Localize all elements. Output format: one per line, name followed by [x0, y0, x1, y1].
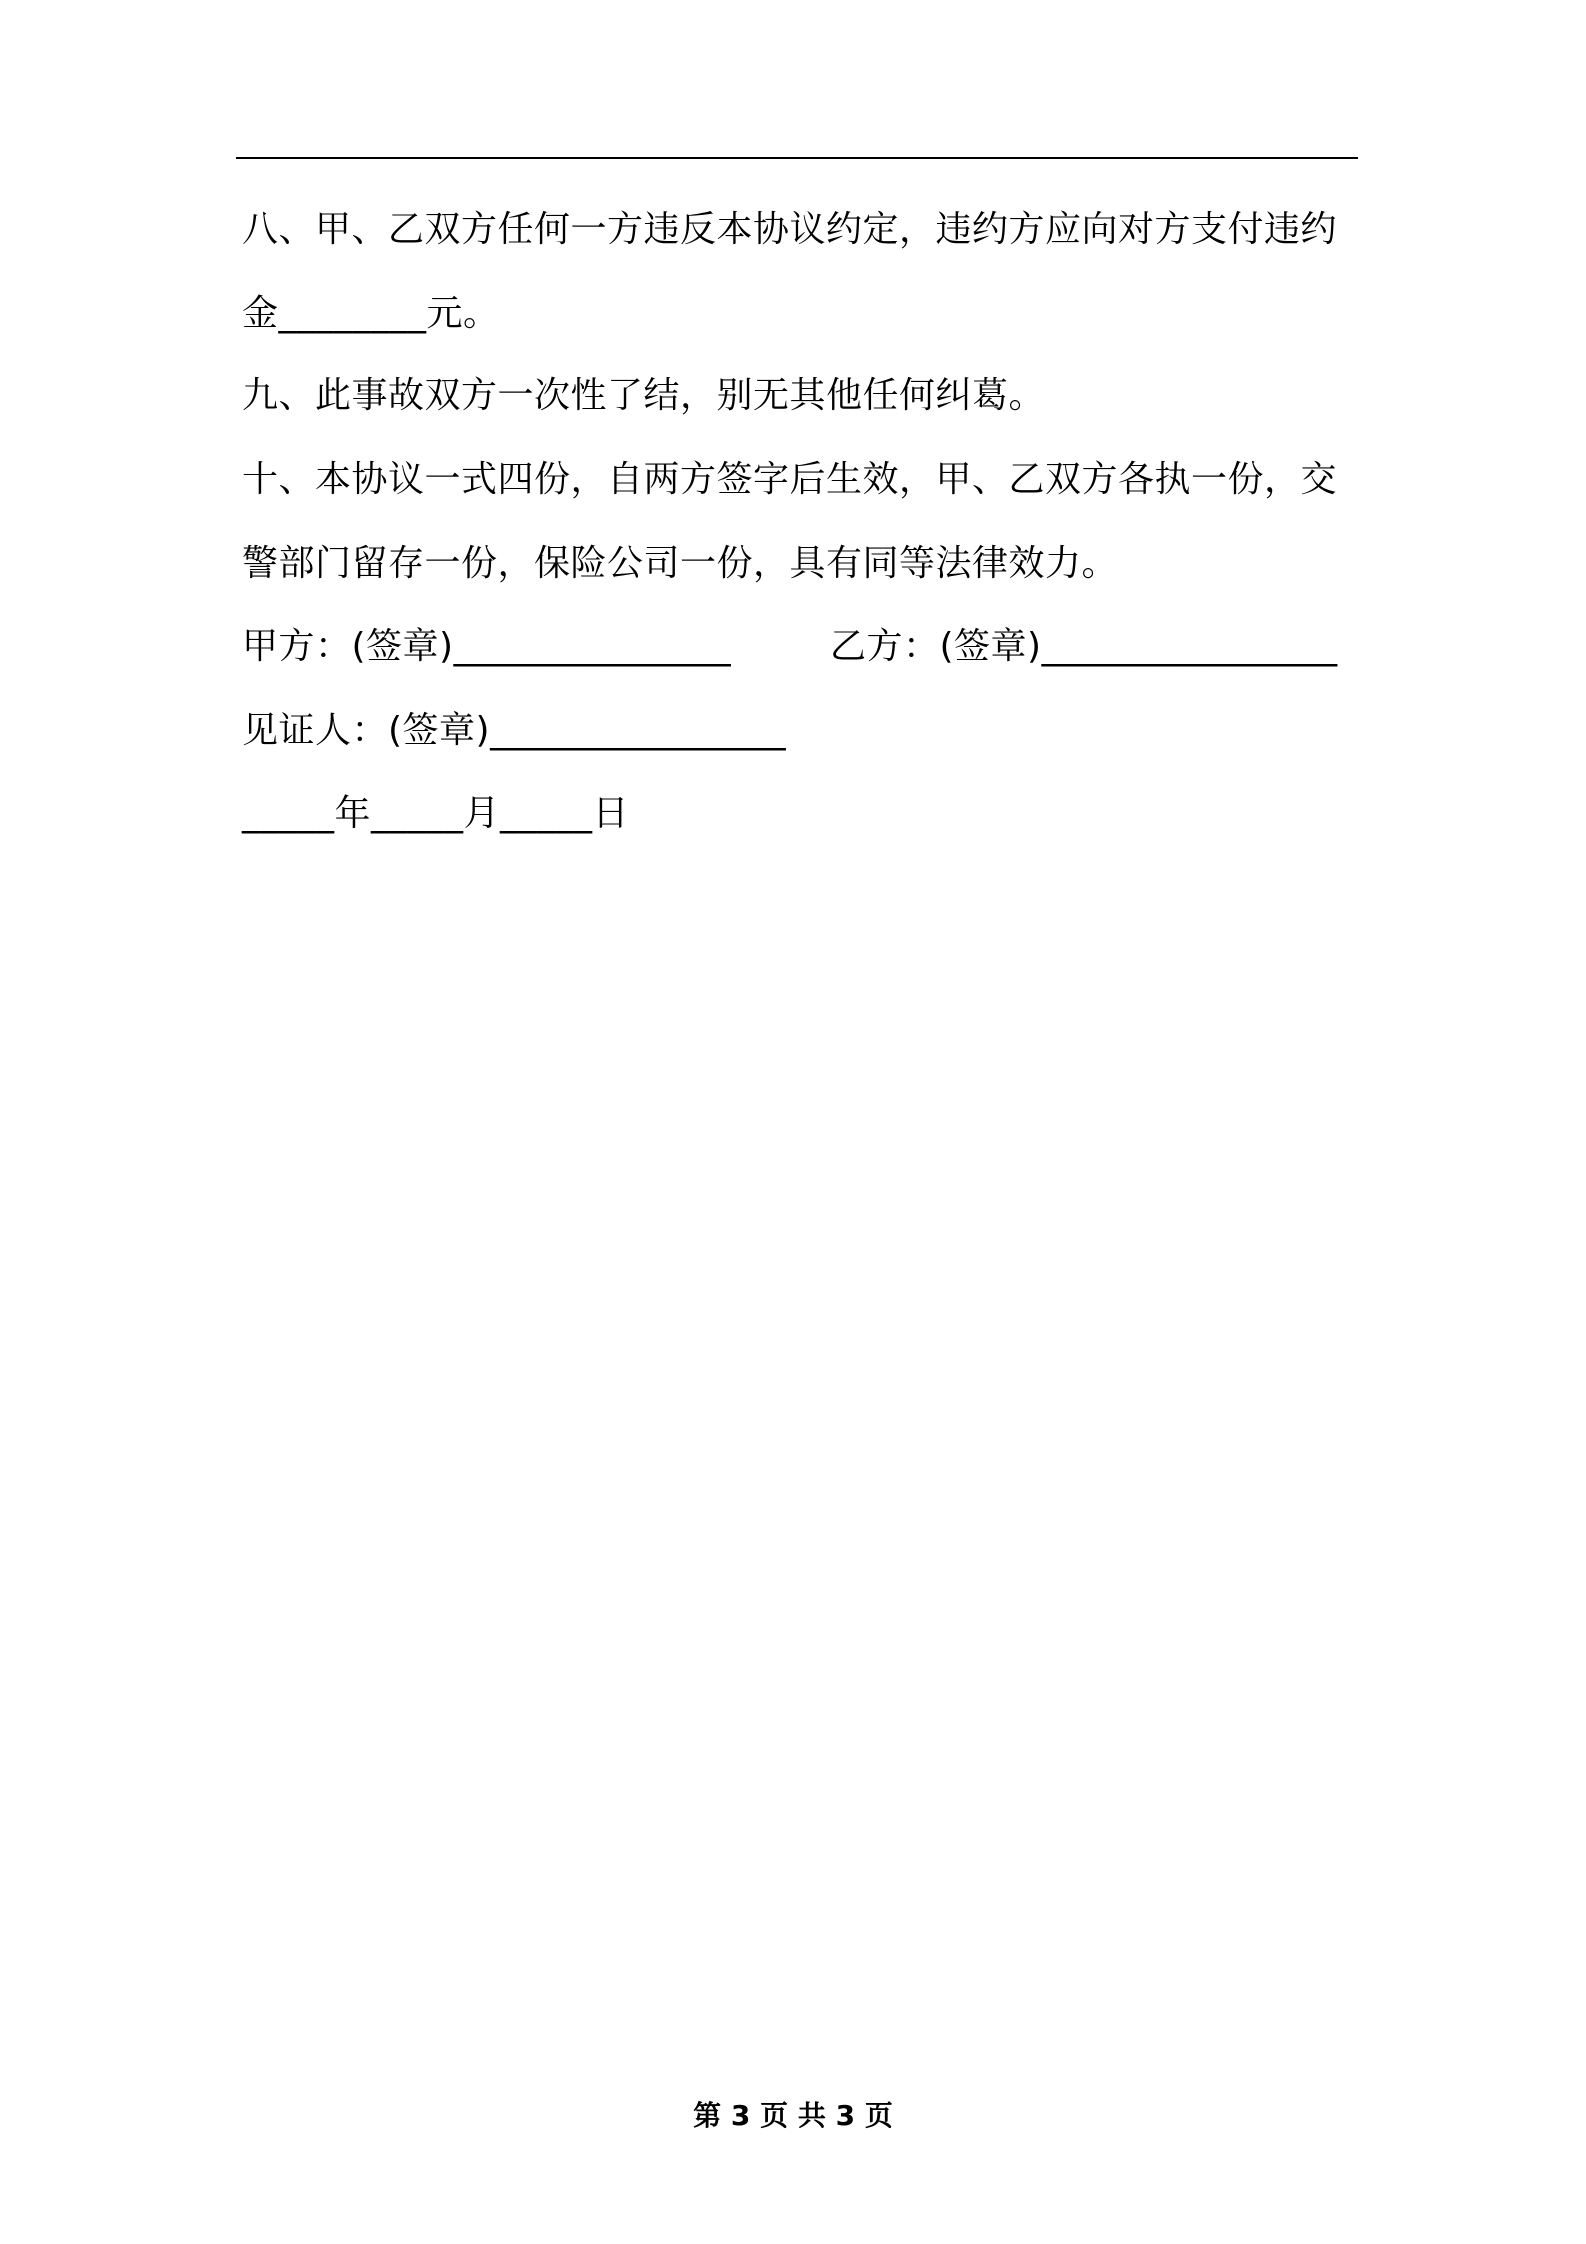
header-rule [236, 157, 1358, 159]
witness-signature: 见证人：(签章)________________ [242, 710, 787, 751]
page-number: 第 3 页 共 3 页 [693, 2099, 893, 2132]
clause-10-line-2: 警部门留存一份，保险公司一份，具有同等法律效力。 [242, 543, 1119, 584]
party-a-signature: 甲方：(签章)_______________ [242, 626, 732, 667]
party-b-signature: 乙方：(签章)________________ [830, 626, 1338, 667]
clause-8-line-2: 金________元。 [242, 293, 500, 334]
date-line: _____年_____月_____日 [242, 793, 630, 834]
clause-10-line-1: 十、本协议一式四份，自两方签字后生效，甲、乙双方各执一份，交 [242, 459, 1338, 500]
clause-8-line-1: 八、甲、乙双方任何一方违反本协议约定，违约方应向对方支付违约 [242, 209, 1338, 250]
clause-9: 九、此事故双方一次性了结，别无其他任何纠葛。 [242, 375, 1046, 416]
